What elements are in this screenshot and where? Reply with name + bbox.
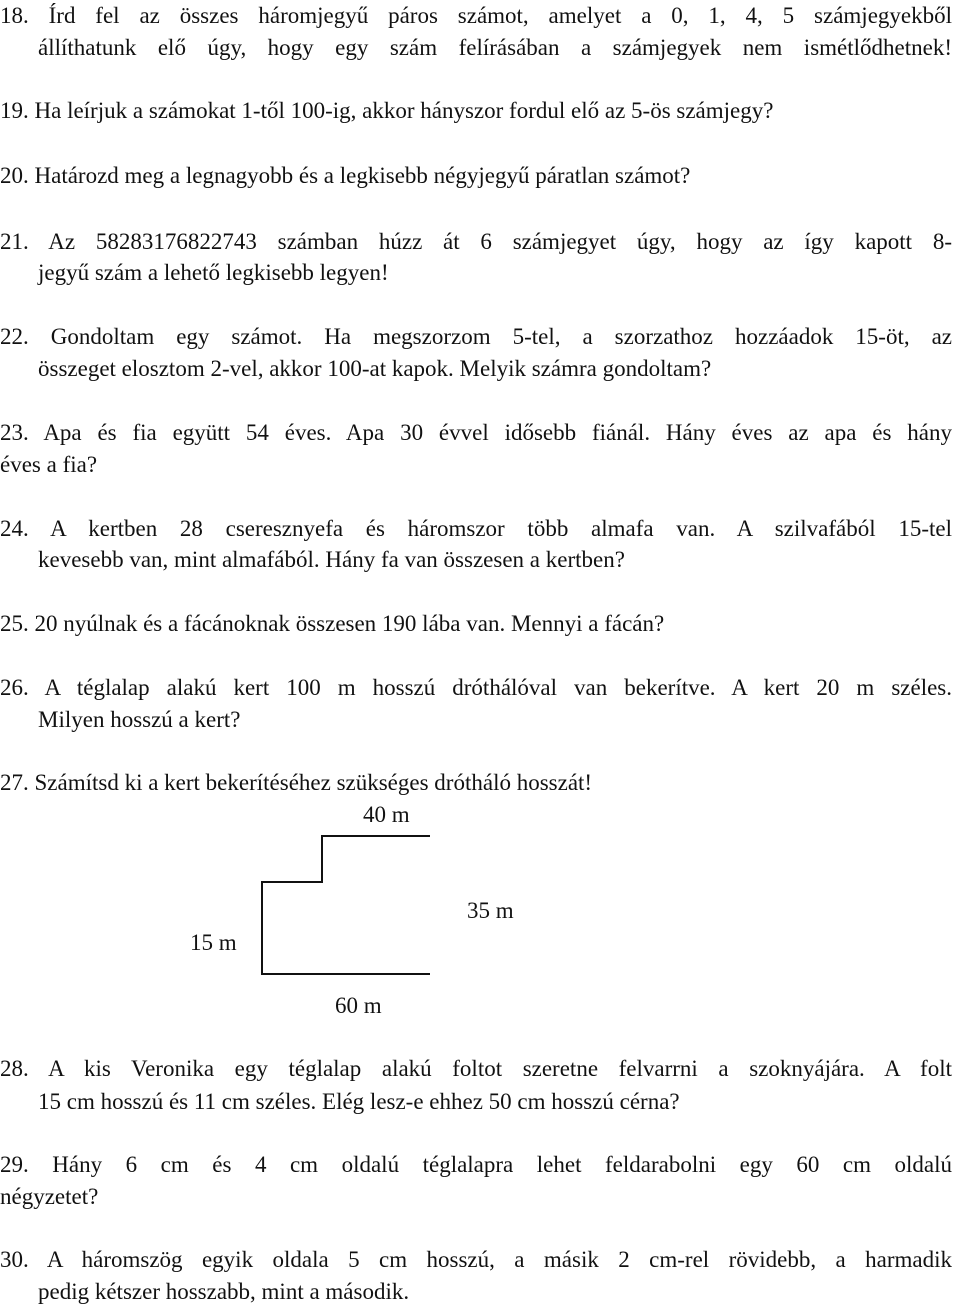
exercise-18-line-2: állíthatunk elő úgy, hogy egy szám felírásában a számjegyek nem ismétlődhetnek! [38, 35, 952, 60]
exercise-20: 20. Határozd meg a legnagyobb és a legkisebb négyjegyű páratlan számot? [0, 163, 691, 188]
exercise-24-line-2: kevesebb van, mint almafából. Hány fa van összesen a kertben? [38, 547, 625, 572]
exercise-28-line-2: 15 cm hosszú és 11 cm széles. Elég lesz-e ehhez 50 cm hosszú cérna? [38, 1089, 680, 1114]
exercise-19: 19. Ha leírjuk a számokat 1-től 100-ig, akkor hányszor fordul elő az 5-ös számjegy? [0, 98, 774, 123]
exercise-18-line-1: 18. Írd fel az összes háromjegyű páros számot, amelyet a 0, 1, 4, 5 számjegyekből [0, 3, 952, 28]
exercise-21-line-1: 21. Az 58283176822743 számban húzz át 6 számjegyet úgy, hogy az így kapott 8- [0, 229, 952, 254]
figure-label-left: 15 m [190, 930, 237, 955]
exercise-30-line-1: 30. A háromszög egyik oldala 5 cm hosszú, a másik 2 cm-rel rövidebb, a harmadik [0, 1247, 952, 1272]
garden-outline [262, 836, 430, 974]
exercise-25: 25. 20 nyúlnak és a fácánoknak összesen 190 lába van. Mennyi a fácán? [0, 611, 665, 636]
exercise-26-line-1: 26. A téglalap alakú kert 100 m hosszú dróthálóval van bekerítve. A kert 20 m széles. [0, 675, 952, 700]
exercise-22-line-2: összeget elosztom 2-vel, akkor 100-at kapok. Melyik számra gondoltam? [38, 356, 712, 381]
exercise-23-line-2: éves a fia? [0, 452, 98, 477]
exercise-30-line-2: pedig kétszer hosszabb, mint a második. [38, 1279, 410, 1304]
exercise-28-line-1: 28. A kis Veronika egy téglalap alakú foltot szeretne felvarrni a szoknyájára. A folt [0, 1056, 952, 1081]
exercise-29-line-1: 29. Hány 6 cm és 4 cm oldalú téglalapra lehet feldarabolni egy 60 cm oldalú [0, 1152, 952, 1177]
figure-label-top: 40 m [363, 802, 410, 827]
exercise-21-line-2: jegyű szám a lehető legkisebb legyen! [38, 260, 389, 285]
exercise-22-line-1: 22. Gondoltam egy számot. Ha megszorzom 5-tel, a szorzathoz hozzáadok 15-öt, az [0, 324, 952, 349]
exercise-26-line-2: Milyen hosszú a kert? [38, 707, 241, 732]
exercise-24-line-1: 24. A kertben 28 cseresznyefa és háromszor több almafa van. A szilvafából 15-tel [0, 516, 952, 541]
figure-label-right: 35 m [467, 898, 514, 923]
exercise-29-line-2: négyzetet? [0, 1184, 99, 1209]
figure-label-bottom: 60 m [335, 993, 382, 1018]
exercise-23-line-1: 23. Apa és fia együtt 54 éves. Apa 30 évvel idősebb fiánál. Hány éves az apa és hány [0, 420, 952, 445]
exercise-27: 27. Számítsd ki a kert bekerítéséhez szükséges drótháló hosszát! [0, 770, 593, 795]
